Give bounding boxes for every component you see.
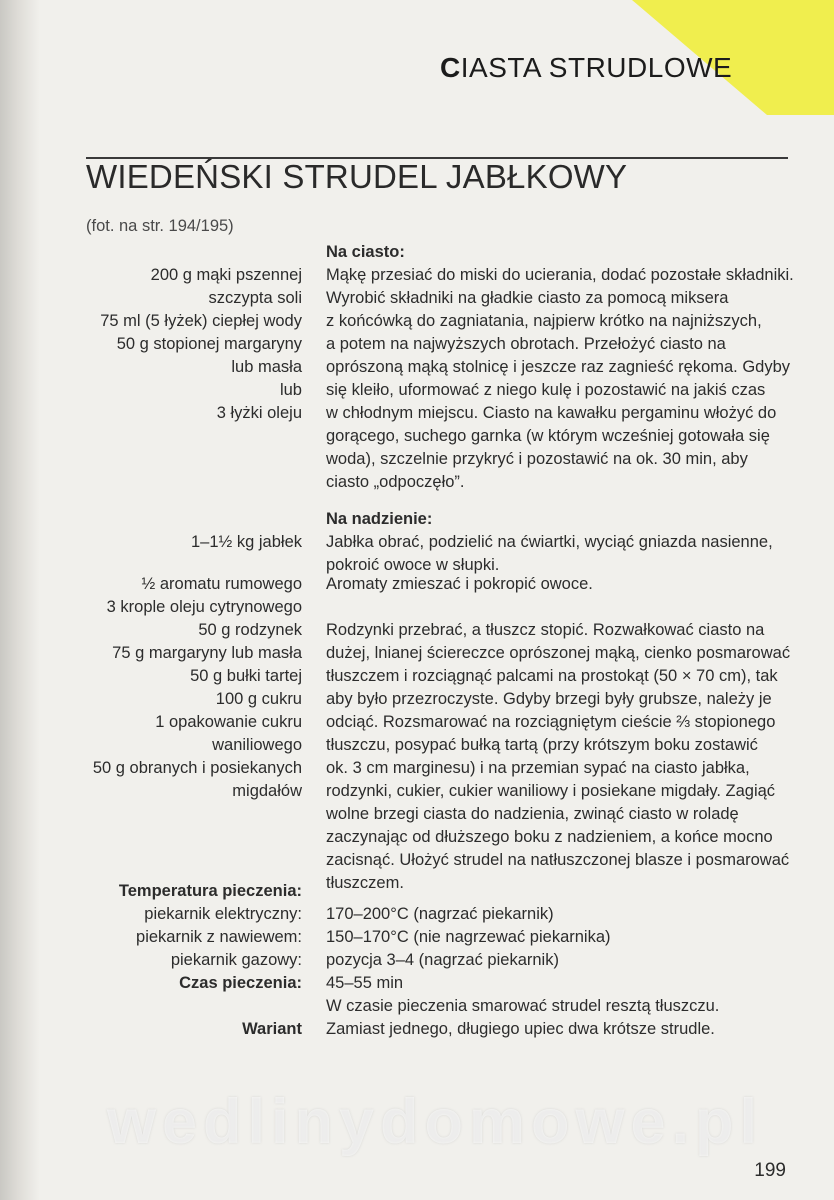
text-line: rodzynki, cukier, cukier waniliowy i posiekane migdały. Zagiąć <box>326 782 776 800</box>
text-line: tłuszczem i rozciągnąć palcami na prostokąt (50 × 70 cm), tak <box>326 667 778 685</box>
text-line: pokroić owoce w słupki. <box>326 556 500 574</box>
ingredient: 75 g margaryny lub masła <box>112 644 302 662</box>
page-gutter-shadow <box>0 0 40 1200</box>
baking-note: W czasie pieczenia smarować strudel resztą tłuszczu. <box>326 997 720 1015</box>
text-line: się kleiło, uformować z niego kulę i pozostawić na jakiś czas <box>326 381 766 399</box>
variant-label: Wariant <box>242 1020 302 1038</box>
ingredient: 1–1½ kg jabłek <box>191 533 302 551</box>
text-line: Wyrobić składniki na gładkie ciasto za pomocą miksera <box>326 289 729 307</box>
text-line: ciasto „odpoczęło”. <box>326 473 465 491</box>
baking-time-value: 45–55 min <box>326 974 404 992</box>
filling-ingredients-apples <box>191 531 302 554</box>
electric-oven-value: 170–200°C (nagrzać piekarnik) <box>326 905 554 923</box>
text-line: aby było przezroczyste. Gdyby brzegi były grubsze, należy je <box>326 690 772 708</box>
text-line: ok. 3 cm marginesu) i na przemian sypać na ciasto jabłka, <box>326 759 750 777</box>
filling-ingredients <box>93 573 302 803</box>
ingredient: 50 g bułki tartej <box>190 667 302 685</box>
text-line: z końcówką do zagniatania, najpierw krótko na najniższych, <box>326 312 762 330</box>
electric-oven-label: piekarnik elektryczny: <box>144 905 302 923</box>
dough-ingredients <box>100 264 302 425</box>
section-title <box>440 52 732 84</box>
dough-instructions <box>326 264 794 494</box>
spacer <box>119 995 302 1018</box>
temperature-label: Temperatura pieczenia: <box>118 882 302 900</box>
watermark: wedlinydomowe.pl <box>107 1087 764 1157</box>
ingredient: waniliowego <box>212 736 302 754</box>
photo-reference: (fot. na str. 194/195) <box>86 217 234 235</box>
ingredient: lub <box>279 381 302 399</box>
ingredient: 75 ml (5 łyżek) ciepłej wody <box>100 312 302 330</box>
text-line: a potem na najwyższych obrotach. Przełożyć ciasto na <box>326 335 726 353</box>
ingredient: lub masła <box>231 358 302 376</box>
ingredient: 100 g cukru <box>215 690 302 708</box>
variant-text: Zamiast jednego, długiego upiec dwa krótsze strudle. <box>326 1020 715 1038</box>
ingredient: 1 opakowanie cukru <box>155 713 302 731</box>
gas-oven-value: pozycja 3–4 (nagrzać piekarnik) <box>326 951 559 969</box>
text-line: zaczynając od dłuższego boku z nadzieniem, a końce mocno <box>326 828 773 846</box>
text-line: Jabłka obrać, podzielić na ćwiartki, wyciąć gniazda nasienne, <box>326 533 773 551</box>
baking-time-label: Czas pieczenia: <box>179 974 302 992</box>
page-number: 199 <box>754 1160 786 1181</box>
section-title-rest: IASTA STRUDLOWE <box>460 52 733 83</box>
fan-oven-value: 150–170°C (nie nagrzewać piekarnika) <box>326 928 611 946</box>
filling-instructions-apples <box>326 531 773 577</box>
ingredient: 3 krople oleju cytrynowego <box>106 598 302 616</box>
assembly-instructions <box>326 619 790 895</box>
text-line: tłuszczem. <box>326 874 404 892</box>
text-line: Mąkę przesiać do miski do ucierania, dodać pozostałe składniki. <box>326 266 794 284</box>
dough-heading: Na ciasto: <box>326 243 405 261</box>
text-line: Aromaty zmieszać i pokropić owoce. <box>326 575 593 593</box>
fan-oven-label: piekarnik z nawiewem: <box>136 928 302 946</box>
ingredient: 50 g rodzynek <box>198 621 302 639</box>
baking-labels <box>119 880 302 1041</box>
text-line: tłuszczu, posypać bułką tartą (przy krótszym boku zostawić <box>326 736 758 754</box>
text-line: zacisnąć. Ułożyć strudel na natłuszczonej blasze i posmarować <box>326 851 790 869</box>
ingredient: ½ aromatu rumowego <box>141 575 302 593</box>
section-title-cap: C <box>440 52 461 83</box>
baking-values <box>326 903 719 1041</box>
text-line: gorącego, suchego garnka (w którym wcześniej gotowała się <box>326 427 770 445</box>
text-line: odciąć. Rozsmarować na rozciągniętym cieście ⅔ stopionego <box>326 713 776 731</box>
text-line: w chłodnym miejscu. Ciasto na kawałku pergaminu włożyć do <box>326 404 777 422</box>
text-line: wolne brzegi ciasta do nadzienia, zwinąć ciasto w roladę <box>326 805 739 823</box>
recipe-title: WIEDEŃSKI STRUDEL JABŁKOWY <box>86 158 628 195</box>
text-line: woda), szczelnie przykryć i pozostawić na ok. 30 min, aby <box>326 450 748 468</box>
ingredient: 50 g stopionej margaryny <box>116 335 302 353</box>
text-line: oprószoną mąką stolnicę i jeszcze raz zagnieść rękoma. Gdyby <box>326 358 791 376</box>
ingredient: szczypta soli <box>208 289 302 307</box>
ingredient: 200 g mąki pszennej <box>150 266 302 284</box>
gas-oven-label: piekarnik gazowy: <box>170 951 302 969</box>
text-line: dużej, lnianej ściereczce oprószonej mąką, cienko posmarować <box>326 644 791 662</box>
ingredient: migdałów <box>232 782 302 800</box>
aroma-instruction <box>326 573 593 596</box>
ingredient: 3 łyżki oleju <box>216 404 302 422</box>
ingredient: 50 g obranych i posiekanych <box>92 759 302 777</box>
filling-heading: Na nadzienie: <box>326 510 433 528</box>
text-line: Rodzynki przebrać, a tłuszcz stopić. Rozwałkować ciasto na <box>326 621 765 639</box>
